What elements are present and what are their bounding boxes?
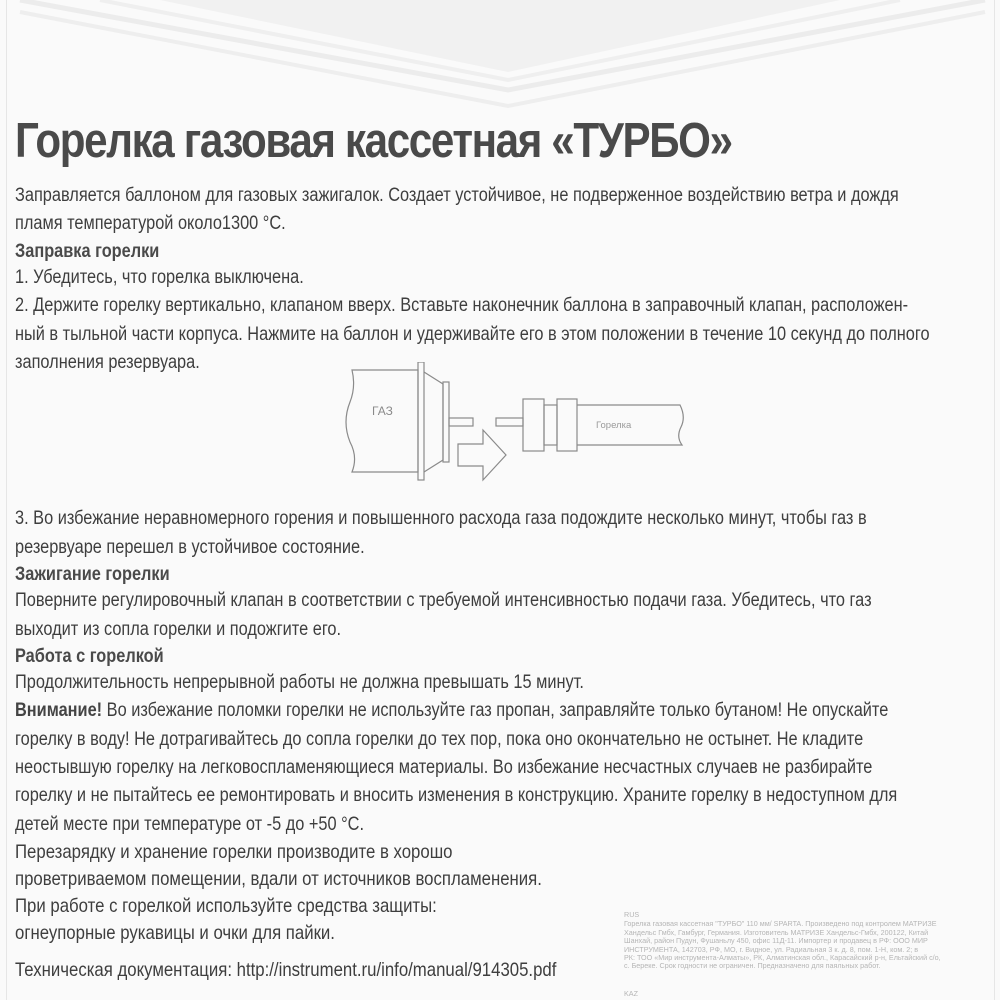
section-heading-ignition: Зажигание горелки <box>15 564 170 586</box>
refill-step-2-line-2: ный в тыльной части корпуса. Нажмите на баллон и удерживайте его в этом положении в течение 10 секунд до полного <box>15 323 930 345</box>
section-heading-refill: Заправка горелки <box>15 240 160 262</box>
fineprint-line-4: ИНСТРУМЕНТА, 142703, РФ, МО, г. Видное, ул. Радиальная 3 к. д. 8, пом. 1-Н, ком. 2; в <box>624 944 919 954</box>
storage-line-3: При работе с горелкой используйте средства защиты: <box>15 895 437 918</box>
warning-line-5: детей месте при температуре от -5 до +50 °С. <box>15 813 365 835</box>
warning-line-3: неостывшую горелку на легковоспламеняющиеся материалы. Во избежание несчастных случаев не разбирайте <box>15 757 873 779</box>
fineprint-line-3: Шанхай, район Пудун, Фушаньлу 450, офис 11Д-11. Импортер и продавец в РФ: ООО МИР <box>624 936 928 946</box>
intro-line-2: пламя температурой около1300 °С. <box>15 213 286 235</box>
refill-diagram <box>330 362 690 492</box>
operation-line-1: Продолжительность непрерывной работы не должна превышать 15 минут. <box>15 671 584 693</box>
refill-step-3-line-1: 3. Во избежание неравномерного горения и повышенного расхода газа подождите несколько минут, чтобы газ в <box>15 508 867 530</box>
document-body <box>15 182 1000 984</box>
intro-line-1: Заправляется баллоном для газовых зажигалок. Создает устойчивое, не подверженное воздействию ветра и дождя <box>15 185 899 206</box>
right-arrow-icon <box>458 430 506 480</box>
warning-line-2: горелку в воду! Не дотрагивайтесь до сопла горелки до тех пор, пока оно окончательно не остынет. Не кладите <box>15 728 864 750</box>
document-title: Горелка газовая кассетная «ТУРБО» <box>15 114 732 168</box>
section-heading-operation: Работа с горелкой <box>15 645 164 667</box>
gas-label: ГАЗ <box>372 404 393 418</box>
fineprint-lang-kaz: KAZ <box>624 989 638 998</box>
refill-step-2-line-1: 2. Держите горелку вертикально, клапаном вверх. Вставьте наконечник баллона в заправочный клапан, расположен- <box>15 295 909 317</box>
fineprint-line-5: РК: ТОО «Мир инструмента-Алматы», РК, Алматинская обл., Карасайский р-н, Ельтайский с/о, <box>624 953 941 963</box>
fineprint-line-1: Горелка газовая кассетная "ТУРБО" 110 мм/ SPARTA. Произведено под контролем МАТРИЗЕ <box>624 919 937 929</box>
warning-text: Во избежание поломки горелки не используйте газ пропан, заправляйте только бутаном! Не опускайте <box>102 700 889 722</box>
fineprint-line-6: с. Береке. Срок годности не ограничен. Предназначено для паяльных работ. <box>624 961 881 971</box>
ignition-line-1: Поверните регулировочный клапан в соответствии с требуемой интенсивностью подачи газа. Убедитесь, что газ <box>15 590 872 612</box>
storage-line-4: огнеупорные рукавицы и очки для пайки. <box>15 922 335 945</box>
refill-step-1: 1. Убедитесь, что горелка выключена. <box>15 266 304 288</box>
legal-fineprint <box>624 911 984 971</box>
gas-canister-shape <box>346 370 418 472</box>
page-left-edge <box>6 0 7 1000</box>
burner-label: Горелка <box>596 420 632 431</box>
refill-step-3-line-2: резервуаре перешел в устойчивое состояние. <box>15 536 365 558</box>
refill-step-2-line-3: заполнения резервуара. <box>15 351 200 373</box>
ignition-line-2: выходит из сопла горелки и подожгите его. <box>15 618 342 640</box>
fineprint-line-2: Хандельс Гмбх, Гамбург, Германия. Изготовитель МАТРИЗЕ Хандельс-Гмбх, 200122, Китай <box>624 927 929 937</box>
tech-doc-link: Техническая документация: http://instrument.ru/info/manual/914305.pdf <box>15 959 557 982</box>
warning-label: Внимание! <box>15 700 103 722</box>
warning-line-1 <box>15 697 889 725</box>
fineprint-lang-rus: RUS <box>624 910 640 919</box>
storage-line-2: проветриваемом помещении, вдали от источников воспламенения. <box>15 868 542 891</box>
decorative-chevron-header <box>0 0 1000 110</box>
warning-line-4: горелку и не пытайтесь ее ремонтировать и вносить изменения в конструкцию. Храните горелку в недоступном для <box>15 785 898 807</box>
storage-line-1: Перезарядку и хранение горелки производите в хорошо <box>15 841 453 864</box>
